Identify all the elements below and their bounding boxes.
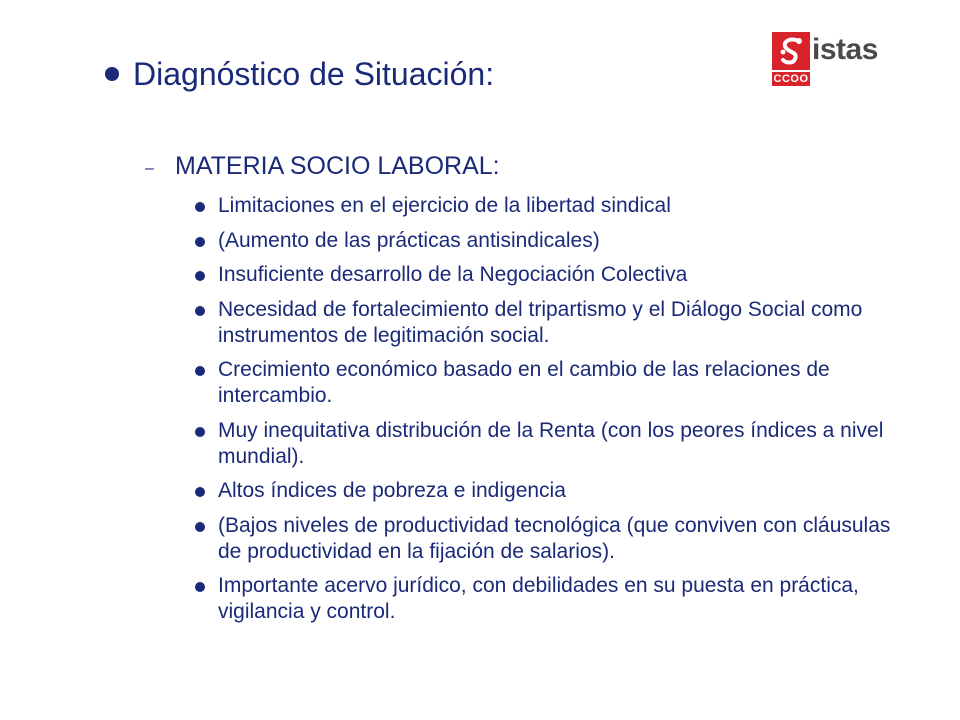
list-item xyxy=(195,573,915,625)
list-item xyxy=(195,297,915,349)
list-item-text: Necesidad de fortalecimiento del tripartismo y el Diálogo Social como instrumentos de legitimación social. xyxy=(218,297,863,347)
bullet-dot-icon xyxy=(195,306,205,316)
title-row xyxy=(105,54,494,94)
list-item-text: Importante acervo jurídico, con debilidades en su puesta en práctica, vigilancia y control. xyxy=(218,574,859,623)
list-item-text: Crecimiento económico basado en el cambio de las relaciones de intercambio. xyxy=(218,358,830,407)
list-item xyxy=(195,513,915,565)
bullet-dot-icon xyxy=(195,202,205,212)
logo-ccoo-badge: CCOO xyxy=(773,73,809,85)
list-item xyxy=(195,418,915,470)
list-item-text: (Bajos niveles de productividad tecnológica (que conviven con cláusulas de productividad en la fijación de salarios). xyxy=(218,513,891,563)
bullet-dot-icon xyxy=(195,427,205,437)
istas-logo xyxy=(772,32,882,88)
bullet-dot-icon xyxy=(195,366,205,376)
bullet-dot-icon xyxy=(195,237,205,247)
section-dash: – xyxy=(145,160,154,177)
slide-title: Diagnóstico de Situación: xyxy=(133,56,495,92)
bullet-dot-icon xyxy=(195,487,205,497)
section-heading-row xyxy=(145,150,500,182)
istas-mark-icon xyxy=(772,32,810,70)
bullet-dot-icon xyxy=(195,271,205,281)
list-item-text: (Aumento de las prácticas antisindicales) xyxy=(218,228,600,252)
bullet-list xyxy=(195,193,915,634)
list-item xyxy=(195,228,915,254)
bullet-dot-icon xyxy=(195,522,205,532)
list-item xyxy=(195,478,915,504)
title-bullet-icon xyxy=(105,67,119,81)
section-heading: MATERIA SOCIO LABORAL: xyxy=(175,152,500,180)
list-item-text: Limitaciones en el ejercicio de la libertad sindical xyxy=(218,194,671,217)
list-item xyxy=(195,357,915,409)
list-item xyxy=(195,262,915,288)
list-item xyxy=(195,193,915,219)
list-item-text: Altos índices de pobreza e indigencia xyxy=(218,479,566,502)
list-item-text: Muy inequitativa distribución de la Renta (con los peores índices a nivel mundial). xyxy=(218,418,884,468)
bullet-dot-icon xyxy=(195,582,205,592)
logo-text: istas xyxy=(812,33,878,66)
list-item-text: Insuficiente desarrollo de la Negociación Colectiva xyxy=(218,263,688,286)
